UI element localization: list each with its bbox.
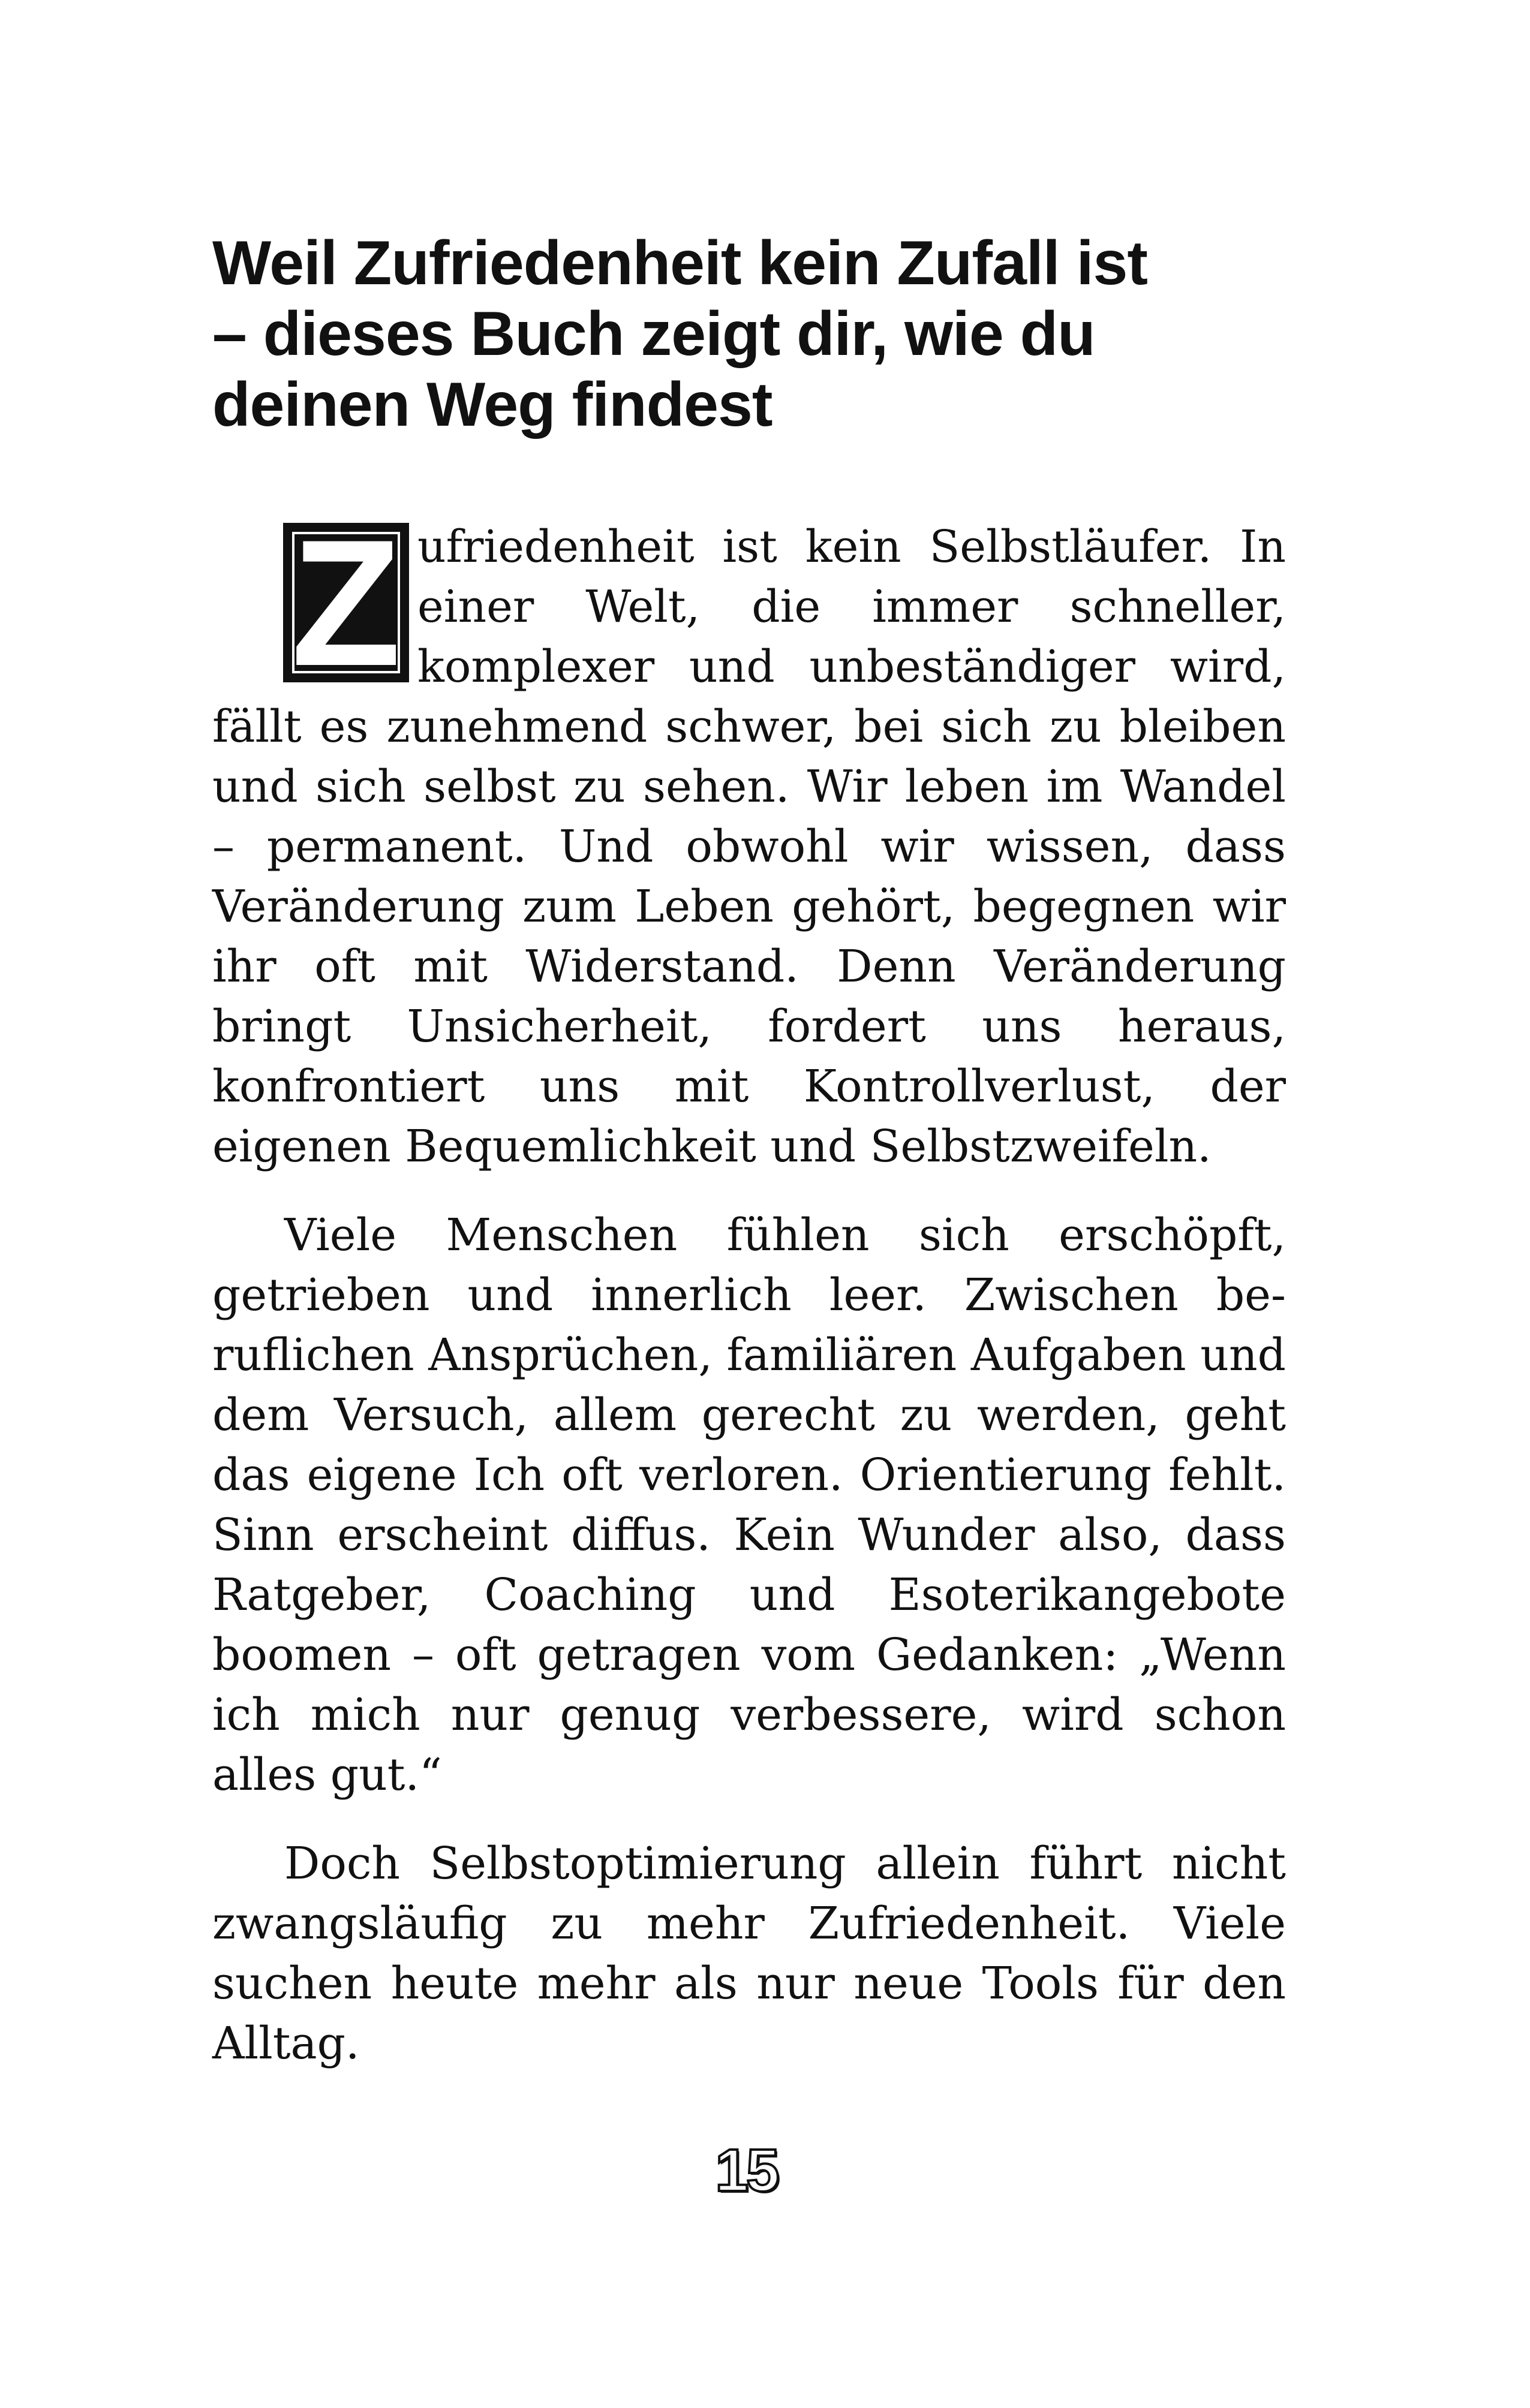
heading-line-1: Weil Zufriedenheit kein Zufall ist xyxy=(212,228,1147,298)
heading-line-2: – dieses Buch zeigt dir, wie du xyxy=(212,299,1095,369)
drop-cap xyxy=(283,502,409,703)
paragraph-1-text: ufriedenheit ist kein Selbstläufer. In einer Welt, die immer schneller, komplexer und unbeständiger wird, fällt es zunehmend schwer, bei sich zu bleiben und sich selbst zu sehen. Wir leben im Wandel – permanent. Und obwohl wir wissen, dass Veränderung zum Leben gehört, begegnen wir ihr oft mit Widerstand. Denn Veränderung bringt Unsicherheit, fordert uns heraus, konfrontiert uns mit Kontrollverlust, der eigenen Bequemlichkeit und Selbstzweifeln. xyxy=(212,521,1286,1172)
chapter-heading xyxy=(212,228,1286,440)
paragraph-1 xyxy=(212,502,1286,1176)
heading-line-3: deinen Weg findest xyxy=(212,370,772,440)
paragraph-2: Viele Menschen fühlen sich erschöpft, getrieben und innerlich leer. Zwischen beruflichen Ansprüchen, familiären Aufgaben und dem Versuch, allem gerecht zu werden, geht das eigene Ich oft verloren. Orientierung fehlt. Sinn erscheint diffus. Kein Wunder also, dass Ratgeber, Coaching und Esoterikangebote boomen – oft getragen vom Gedanken: „Wenn ich mich nur genug verbessere, wird schon alles gut.“ xyxy=(212,1209,1286,1801)
drop-cap-letter: Z xyxy=(291,502,401,703)
page-number: 15 xyxy=(715,2136,777,2204)
page-content xyxy=(212,228,1286,2073)
paragraph-3: Doch Selbstoptimierung allein führt nicht zwangsläufig zu mehr Zufriedenheit. Viele suchen heute mehr als nur neue Tools für den Alltag. xyxy=(212,1838,1286,2069)
